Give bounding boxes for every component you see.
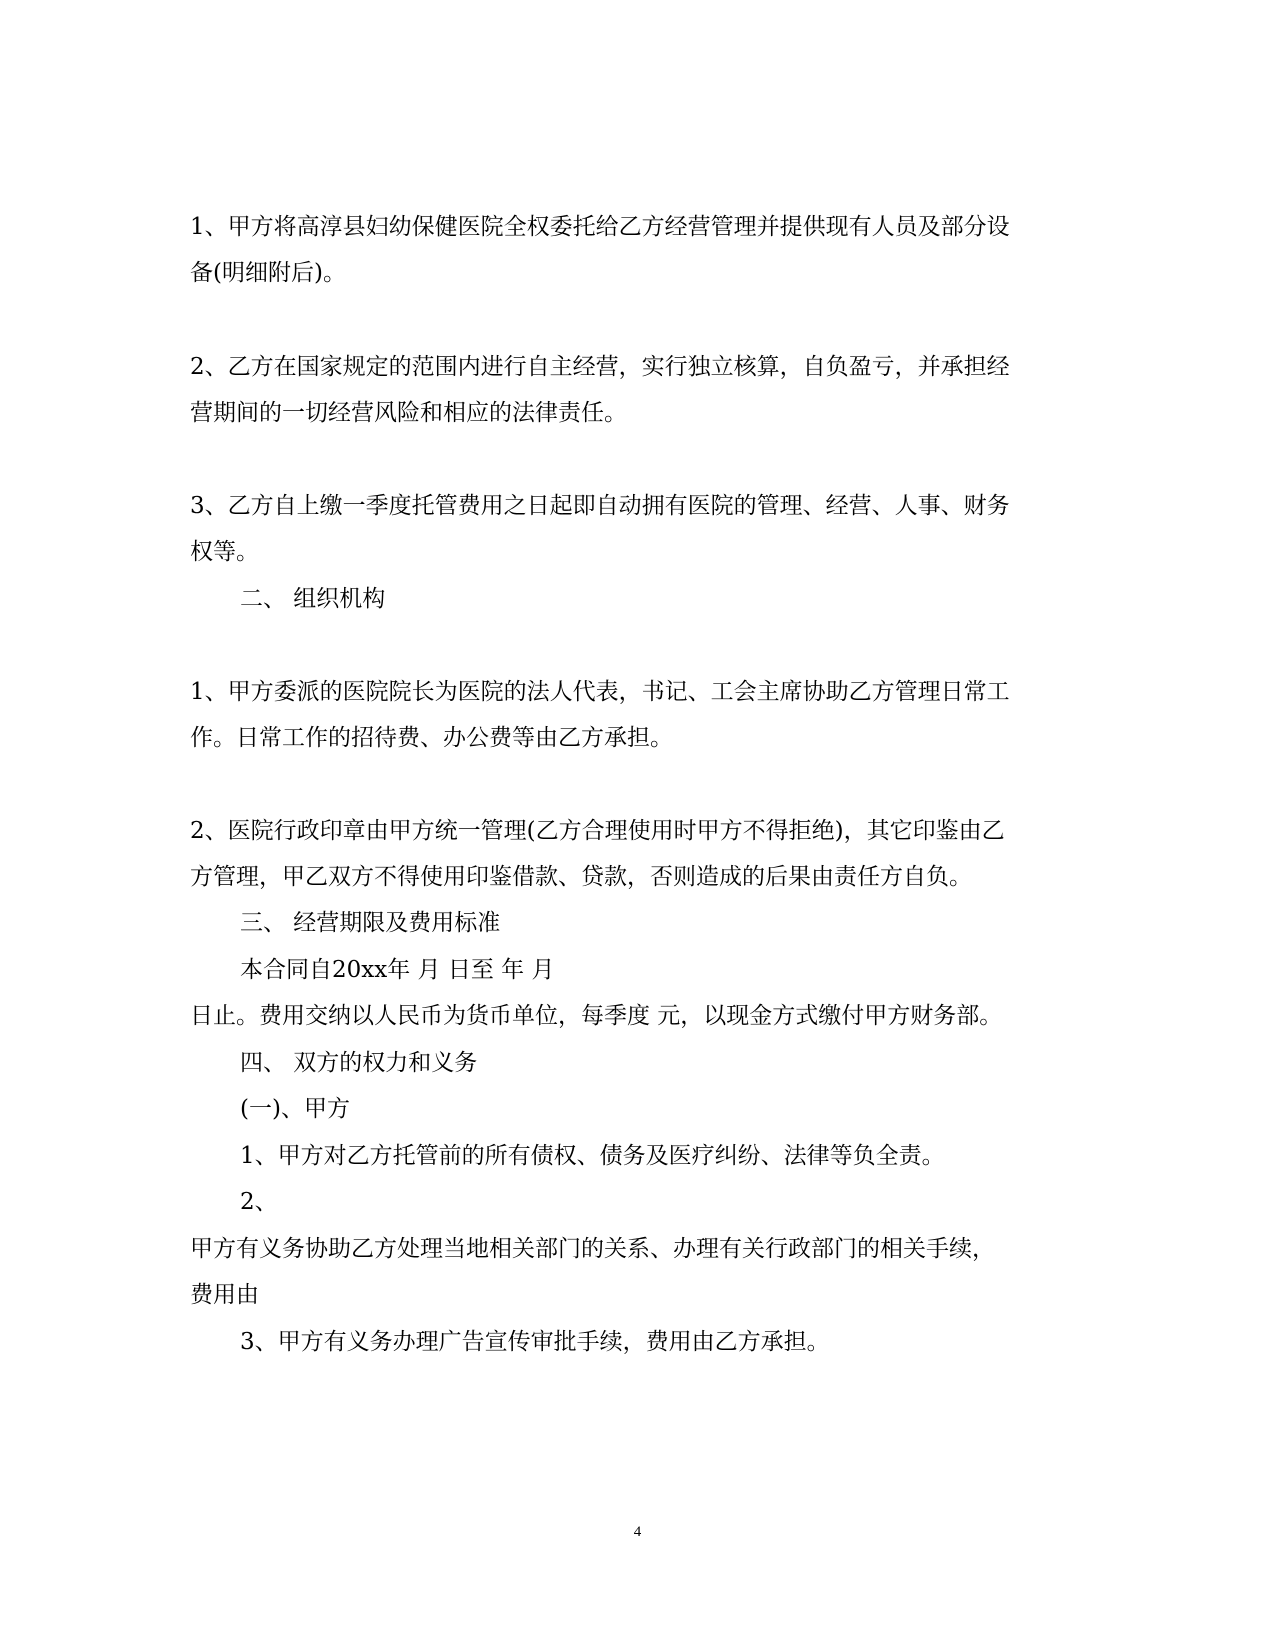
paragraph-line: 3、甲方有义务办理广告宣传审批手续，费用由乙方承担。 [240,1329,830,1355]
paragraph-line: 2、医院行政印章由甲方统一管理(乙方合理使用时甲方不得拒绝)，其它印鉴由乙 [190,818,1005,844]
paragraph-line: 日止。费用交纳以人民币为货币单位，每季度 元，以现金方式缴付甲方财务部。 [190,1003,1003,1029]
paragraph-line: 1、甲方对乙方托管前的所有债权、债务及医疗纠纷、法律等负全责。 [240,1143,945,1169]
paragraph-line: 权等。 [190,539,259,565]
paragraph-line: 2、乙方在国家规定的范围内进行自主经营，实行独立核算，自负盈亏，并承担经 [190,354,1010,380]
section-heading: 三、 经营期限及费用标准 [240,910,501,936]
page-number: 4 [633,1524,642,1540]
paragraph-line: 2、 [240,1189,278,1215]
paragraph-line: 1、甲方将高淳县妇幼保健医院全权委托给乙方经营管理并提供现有人员及部分设 [190,214,1010,240]
section-heading: 四、 双方的权力和义务 [240,1050,478,1076]
paragraph-line: 1、甲方委派的医院院长为医院的法人代表，书记、工会主席协助乙方管理日常工 [190,679,1010,705]
paragraph-line: 3、乙方自上缴一季度托管费用之日起即自动拥有医院的管理、经营、人事、财务 [190,493,1010,519]
subsection-heading: (一)、甲方 [240,1096,350,1122]
paragraph-line: 作。日常工作的招待费、办公费等由乙方承担。 [190,725,673,751]
paragraph-line: 甲方有义务协助乙方处理当地相关部门的关系、办理有关行政部门的相关手续， [190,1236,995,1262]
paragraph-line: 营期间的一切经营风险和相应的法律责任。 [190,400,627,426]
section-heading: 二、 组织机构 [240,586,386,612]
paragraph-line: 费用由 [190,1282,259,1308]
paragraph-line: 备(明细附后)。 [190,260,346,286]
paragraph-line: 本合同自20xx年 月 日至 年 月 [240,957,555,983]
paragraph-line: 方管理，甲乙双方不得使用印鉴借款、贷款，否则造成的后果由责任方自负。 [190,864,972,890]
